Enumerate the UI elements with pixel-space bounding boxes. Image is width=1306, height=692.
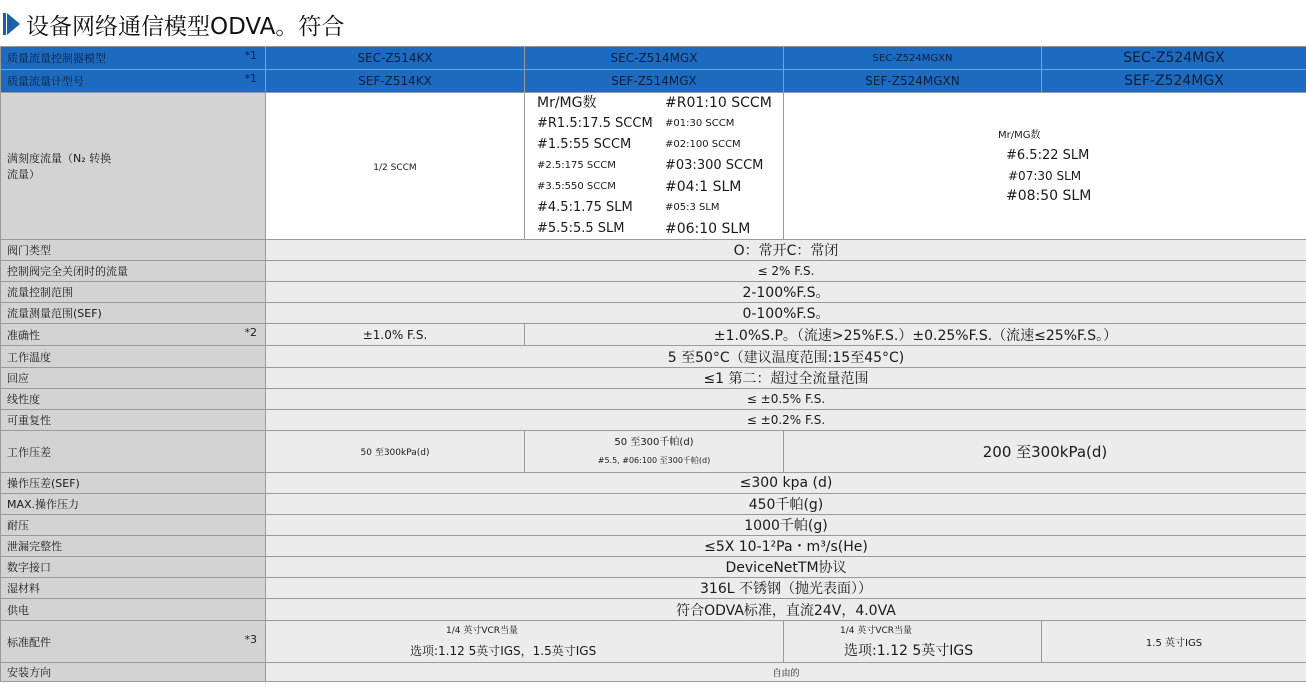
diff-pressure-row bbox=[1, 431, 1306, 473]
flow-r2-a: #1.5:55 SCCM bbox=[537, 137, 632, 152]
mfc-model-4: SEC-Z524MGX bbox=[1042, 47, 1306, 70]
wetted-row bbox=[1, 578, 1306, 599]
diff-pressure-sef-label: 操作压差(SEF) bbox=[1, 473, 266, 494]
orientation-value: 自由的 bbox=[266, 663, 1306, 682]
mfm-model-row bbox=[1, 70, 1306, 93]
fullscale-col3 bbox=[784, 93, 1306, 240]
measure-range-row bbox=[1, 303, 1306, 324]
fittings-b-line1: 1/4 英寸VCR当量 bbox=[840, 625, 913, 636]
flow-r3-a: #2.5:175 SCCM bbox=[537, 160, 616, 171]
power-row bbox=[1, 599, 1306, 621]
accuracy-note: *2 bbox=[244, 326, 257, 339]
repeatability-label: 可重复性 bbox=[1, 410, 266, 431]
temp-label: 工作温度 bbox=[1, 346, 266, 368]
fittings-label bbox=[1, 621, 266, 663]
max-pressure-value: 450千帕(g) bbox=[266, 494, 1306, 515]
repeatability-row bbox=[1, 410, 1306, 431]
fittings-a-line2: 选项:1.12 5英寸IGS，1.5英寸IGS bbox=[410, 643, 597, 658]
flow-r5-a: #4.5:1.75 SLM bbox=[537, 200, 633, 215]
mfc-model-label bbox=[1, 47, 266, 70]
mfm-model-3: SEF-Z524MGXN bbox=[784, 70, 1042, 93]
flow-r0-b: #R01:10 SCCM bbox=[665, 95, 772, 111]
diff-pressure-sef-row bbox=[1, 473, 1306, 494]
diff-pressure-col2-line1: 50 至300千帕(d) bbox=[614, 436, 694, 448]
closed-flow-label: 控制阀完全关闭时的流量 bbox=[1, 261, 266, 282]
fittings-row bbox=[1, 621, 1306, 663]
flow-r2-b: #02:100 SCCM bbox=[665, 139, 741, 150]
mfc-model-row bbox=[1, 47, 1306, 70]
proof-value: 1000千帕(g) bbox=[266, 515, 1306, 536]
fittings-a-line1: 1/4 英寸VCR当量 bbox=[446, 625, 519, 636]
accuracy-row bbox=[1, 324, 1306, 346]
flow3-head: Mr/MG数 bbox=[998, 130, 1041, 141]
diff-pressure-col2-line2: #5.5, #06:100 至300千帕(d) bbox=[597, 455, 711, 465]
fullscale-col1-value: 1/2 SCCM bbox=[373, 162, 417, 173]
flow-r6-b: #06:10 SLM bbox=[665, 221, 751, 237]
control-range-row bbox=[1, 282, 1306, 303]
mfm-model-label bbox=[1, 70, 266, 93]
max-pressure-label: MAX.操作压力 bbox=[1, 494, 266, 515]
flow3-r1: #6.5:22 SLM bbox=[1006, 148, 1090, 163]
flow-r6-a: #5.5:5.5 SLM bbox=[537, 221, 625, 236]
fullscale-col1 bbox=[266, 93, 525, 240]
response-label: 回应 bbox=[1, 368, 266, 389]
flow3-r2: #07:30 SLM bbox=[1008, 169, 1082, 183]
accuracy-rest: ±1.0%S.P。（流速>25%F.S.）±0.25%F.S.（流速≤25%F.S。） bbox=[525, 324, 1306, 346]
diff-pressure-col2 bbox=[525, 431, 784, 473]
fittings-b bbox=[784, 621, 1042, 663]
measure-range-label: 流量测量范围(SEF) bbox=[1, 303, 266, 324]
diff-pressure-label: 工作压差 bbox=[1, 431, 266, 473]
flow-r3-b: #03:300 SCCM bbox=[665, 158, 764, 173]
fullscale-row bbox=[1, 93, 1306, 240]
fittings-note: *3 bbox=[244, 633, 257, 646]
mfm-model-note: *1 bbox=[244, 72, 257, 85]
accuracy-label-text: 准确性 bbox=[7, 328, 40, 342]
title-triangle-icon bbox=[7, 13, 20, 35]
valve-type-row bbox=[1, 240, 1306, 261]
flow-r0-a: Mr/MG数 bbox=[537, 95, 597, 111]
max-pressure-row bbox=[1, 494, 1306, 515]
linearity-row bbox=[1, 389, 1306, 410]
accuracy-label bbox=[1, 324, 266, 346]
closed-flow-row bbox=[1, 261, 1306, 282]
response-value: ≤1 第二：超过全流量范围 bbox=[266, 368, 1306, 389]
linearity-value: ≤ ±0.5% F.S. bbox=[266, 389, 1306, 410]
flow-r1-b: #01:30 SCCM bbox=[665, 118, 735, 129]
leak-value: ≤5X 10-1²Pa・m³/s(He) bbox=[266, 536, 1306, 557]
mfc-model-label-text: 质量流量控制器模型 bbox=[7, 52, 106, 65]
wetted-label: 湿材料 bbox=[1, 578, 266, 599]
fullscale-col3-list bbox=[784, 126, 1306, 206]
flow-r4-b: #04:1 SLM bbox=[665, 179, 742, 195]
fullscale-label bbox=[1, 93, 266, 240]
digital-row bbox=[1, 557, 1306, 578]
mfm-model-4: SEF-Z524MGX bbox=[1042, 70, 1306, 93]
mfm-model-1: SEF-Z514KX bbox=[266, 70, 525, 93]
fullscale-label-line1: 满刻度流量（N₂ 转换 bbox=[7, 152, 112, 165]
mfm-model-label-text: 质量流量计型号 bbox=[7, 75, 84, 88]
digital-label: 数字接口 bbox=[1, 557, 266, 578]
fittings-a bbox=[266, 621, 784, 663]
diff-pressure-sef-value: ≤300 kpa (d) bbox=[266, 473, 1306, 494]
mfc-model-2: SEC-Z514MGX bbox=[525, 47, 784, 70]
mfc-model-3: SEC-Z524MGXN bbox=[784, 47, 1042, 70]
mfc-model-note: *1 bbox=[244, 49, 257, 62]
accuracy-col1: ±1.0% F.S. bbox=[266, 324, 525, 346]
fullscale-col2 bbox=[525, 93, 784, 240]
orientation-row bbox=[1, 663, 1306, 682]
mfm-model-2: SEF-Z514MGX bbox=[525, 70, 784, 93]
flow-r5-b: #05:3 SLM bbox=[665, 202, 720, 213]
control-range-label: 流量控制范围 bbox=[1, 282, 266, 303]
temp-row bbox=[1, 346, 1306, 368]
diff-pressure-col1: 50 至300kPa(d) bbox=[266, 431, 525, 473]
fullscale-col2-grid bbox=[525, 93, 783, 239]
measure-range-value: 0-100%F.S。 bbox=[266, 303, 1306, 324]
fullscale-label-line2: 流量） bbox=[7, 168, 40, 181]
power-label: 供电 bbox=[1, 599, 266, 621]
response-row bbox=[1, 368, 1306, 389]
page-title: 设备网络通信模型ODVA。符合 bbox=[26, 14, 345, 40]
proof-row bbox=[1, 515, 1306, 536]
flow-r4-a: #3.5:550 SCCM bbox=[537, 181, 616, 192]
fittings-b-line2: 选项:1.12 5英寸IGS bbox=[844, 642, 974, 659]
diff-pressure-rest: 200 至300kPa(d) bbox=[784, 431, 1306, 473]
leak-row bbox=[1, 536, 1306, 557]
valve-type-value: O：常开C：常闭 bbox=[266, 240, 1306, 261]
orientation-label: 安装方向 bbox=[1, 663, 266, 682]
wetted-value: 316L 不锈钢（抛光表面）） bbox=[266, 578, 1306, 599]
title-bar bbox=[0, 0, 1306, 46]
spec-table bbox=[0, 46, 1306, 682]
fittings-label-text: 标准配件 bbox=[7, 635, 51, 649]
flow3-r3: #08:50 SLM bbox=[1006, 188, 1092, 204]
valve-type-label: 阀门类型 bbox=[1, 240, 266, 261]
flow-r1-a: #R1.5:17.5 SCCM bbox=[537, 116, 653, 131]
digital-value: DeviceNetTM协议 bbox=[266, 557, 1306, 578]
power-value: 符合ODVA标准，直流24V，4.0VA bbox=[266, 599, 1306, 621]
repeatability-value: ≤ ±0.2% F.S. bbox=[266, 410, 1306, 431]
fittings-c: 1.5 英寸IGS bbox=[1042, 621, 1306, 663]
closed-flow-value: ≤ 2% F.S. bbox=[266, 261, 1306, 282]
leak-label: 泄漏完整性 bbox=[1, 536, 266, 557]
control-range-value: 2-100%F.S。 bbox=[266, 282, 1306, 303]
proof-label: 耐压 bbox=[1, 515, 266, 536]
linearity-label: 线性度 bbox=[1, 389, 266, 410]
temp-value: 5 至50°C（建议温度范围:15至45°C) bbox=[266, 346, 1306, 368]
title-marker-bar bbox=[3, 13, 6, 35]
mfc-model-1: SEC-Z514KX bbox=[266, 47, 525, 70]
